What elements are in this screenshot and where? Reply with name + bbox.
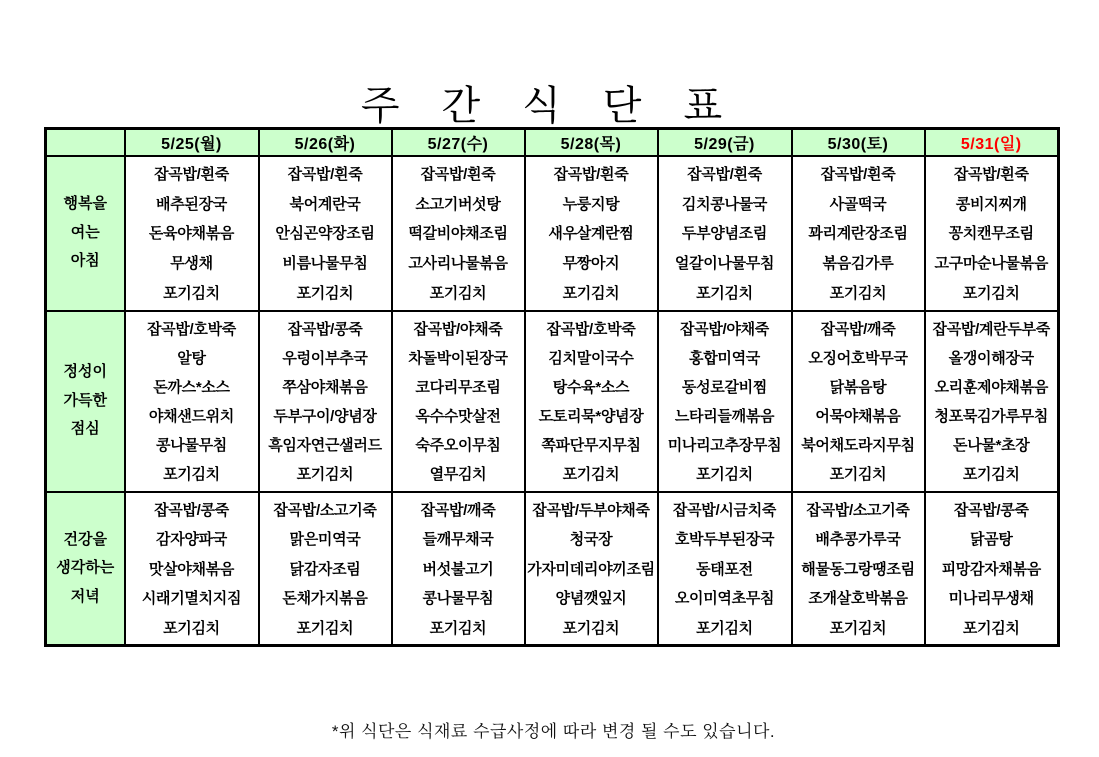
meal-item: 동태포전	[696, 560, 753, 578]
date-header-5: 5/29(금)	[658, 129, 792, 156]
meal-item: 포기김치	[562, 466, 620, 484]
meal-item: 잡곡밥/깨죽	[820, 320, 896, 338]
meal-list	[393, 494, 524, 642]
meal-item: 탕수육*소스	[552, 378, 630, 396]
meal-list	[793, 494, 924, 642]
meal-item: 청포묵김가루무침	[934, 408, 1049, 426]
meal-item: 잡곡밥/콩죽	[953, 501, 1029, 519]
meal-item: 포기김치	[163, 619, 220, 637]
meal-item: 감자양파국	[156, 531, 227, 549]
meal-item: 닭감자조림	[289, 560, 361, 578]
meal-item: 잡곡밥/흰죽	[687, 165, 762, 183]
meal-item: 오이미역초무침	[674, 590, 775, 608]
meal-item: 포기김치	[429, 619, 487, 637]
meal-item: 청국장	[569, 531, 613, 549]
meal-list	[260, 494, 391, 642]
meal-list	[793, 159, 924, 308]
meal-item: 두부양념조림	[681, 225, 768, 243]
dinner-day-2	[259, 492, 392, 646]
date-header-6: 5/30(토)	[792, 129, 925, 156]
meal-item: 잡곡밥/흰죽	[820, 165, 896, 183]
page-title: 주 간 식 단 표	[360, 83, 739, 128]
meal-item: 포기김치	[163, 466, 220, 484]
meal-item: 시래기멸치지짐	[141, 590, 242, 608]
meal-item: 소고기버섯탕	[415, 195, 501, 213]
dinner-day-7	[925, 492, 1059, 646]
meal-item: 포기김치	[696, 619, 753, 637]
meal-item: 미나리고추장무침	[667, 437, 782, 455]
meal-item: 올갱이해장국	[948, 349, 1034, 367]
meal-list	[926, 159, 1058, 308]
meal-item: 포기김치	[696, 285, 753, 303]
meal-item: 포기김치	[829, 285, 887, 303]
meal-list	[926, 314, 1058, 489]
dinner-day-6	[792, 492, 925, 646]
meal-item: 포기김치	[962, 619, 1020, 637]
meal-item: 맑은미역국	[289, 531, 361, 549]
dinner-row	[46, 492, 1059, 646]
row-label-line: 여는	[70, 223, 100, 241]
meal-item: 잡곡밥/야채죽	[413, 320, 503, 338]
meal-item: 느타리들깨볶음	[674, 408, 775, 426]
dinner-day-1	[125, 492, 259, 646]
meal-item: 포기김치	[296, 285, 354, 303]
row-label-line: 아침	[70, 252, 100, 270]
breakfast-day-1	[125, 156, 259, 311]
meal-item: 포기김치	[163, 285, 220, 303]
meal-item: 포기김치	[962, 285, 1020, 303]
date-header-row	[46, 129, 1059, 156]
meal-item: 배추콩가루국	[815, 531, 901, 549]
meal-list	[126, 494, 258, 642]
row-label-line: 가득한	[63, 391, 107, 409]
meal-item: 콩나물무침	[422, 590, 494, 608]
meal-item: 피망감자채볶음	[941, 560, 1041, 578]
meal-list	[126, 159, 258, 308]
lunch-day-5	[658, 311, 792, 492]
meal-list	[393, 159, 524, 308]
meal-item: 꽈리계란장조림	[808, 225, 908, 243]
meal-item: 조개살호박볶음	[808, 590, 908, 608]
dinner-day-4	[525, 492, 658, 646]
date-header-7: 5/31(일)	[925, 129, 1059, 156]
meal-item: 잡곡밥/콩죽	[287, 320, 363, 338]
meal-list	[260, 314, 391, 489]
meal-item: 꽁치캔무조림	[948, 225, 1034, 243]
meal-item: 들깨무채국	[422, 531, 494, 549]
breakfast-day-3	[392, 156, 525, 311]
breakfast-row	[46, 156, 1059, 311]
meal-item: 무생채	[170, 255, 213, 273]
meal-item: 우렁이부추국	[282, 349, 368, 367]
meal-item: 포기김치	[296, 619, 354, 637]
meal-list	[393, 314, 524, 489]
meal-item: 볶음김가루	[822, 255, 894, 273]
meal-item: 포기김치	[696, 466, 753, 484]
meal-item: 맛살야채볶음	[148, 560, 235, 578]
meal-item: 고사리나물볶음	[408, 255, 508, 273]
meal-item: 옥수수맛살전	[415, 408, 501, 426]
meal-item: 포기김치	[296, 466, 354, 484]
meal-item: 비름나물무침	[282, 255, 368, 273]
meal-item: 버섯불고기	[422, 560, 494, 578]
lunch-day-6	[792, 311, 925, 492]
meal-item: 포기김치	[562, 619, 620, 637]
meal-item: 김치콩나물국	[681, 195, 768, 213]
meal-item: 쭈삼야채볶음	[282, 378, 368, 396]
meal-item: 돈채가지볶음	[282, 590, 368, 608]
meal-item: 떡갈비야채조림	[408, 225, 508, 243]
meal-item: 얼갈이나물무침	[674, 255, 775, 273]
lunch-label	[46, 311, 125, 492]
date-header-4: 5/28(목)	[525, 129, 658, 156]
meal-item: 오징어호박무국	[808, 349, 908, 367]
breakfast-day-4	[525, 156, 658, 311]
breakfast-label	[46, 156, 125, 311]
meal-item: 고구마순나물볶음	[934, 255, 1049, 273]
meal-item: 열무김치	[429, 466, 487, 484]
meal-item: 해물동그랑땡조림	[801, 560, 915, 578]
meal-item: 안심곤약장조림	[275, 225, 375, 243]
row-label-line: 저녁	[70, 587, 100, 605]
meal-item: 돈까스*소스	[153, 378, 230, 396]
meal-list	[126, 314, 258, 489]
meal-item: 두부구이/양념장	[273, 408, 377, 426]
meal-item: 동성로갈비찜	[681, 378, 768, 396]
meal-item: 돈육야채볶음	[148, 225, 235, 243]
meal-item: 미나리무생채	[948, 590, 1034, 608]
meal-list	[659, 159, 791, 308]
meal-item: 잡곡밥/야채죽	[679, 320, 769, 338]
meal-item: 어묵야채볶음	[815, 408, 901, 426]
meal-item: 잡곡밥/호박죽	[146, 320, 236, 338]
date-header-2: 5/26(화)	[259, 129, 392, 156]
dinner-label	[46, 492, 125, 646]
meal-item: 흑임자연근샐러드	[268, 437, 382, 455]
meal-item: 포기김치	[829, 619, 887, 637]
meal-item: 돈나물*초장	[953, 437, 1030, 455]
date-header-3: 5/27(수)	[392, 129, 525, 156]
meal-list	[659, 494, 791, 642]
meal-item: 호박두부된장국	[674, 531, 775, 549]
meal-item: 도토리묵*양념장	[538, 408, 644, 426]
footer-note: *위 식단은 식재료 수급사정에 따라 변경 될 수도 있습니다.	[331, 722, 776, 741]
meal-item: 닭곰탕	[969, 531, 1013, 549]
dinner-day-3	[392, 492, 525, 646]
meal-item: 가자미데리야끼조림	[527, 560, 655, 578]
meal-item: 홍합미역국	[689, 349, 760, 367]
meal-item: 잡곡밥/깨죽	[420, 501, 496, 519]
row-label-line: 정성이	[63, 363, 107, 381]
meal-item: 김치말이국수	[548, 349, 634, 367]
breakfast-day-5	[658, 156, 792, 311]
row-label-line: 생각하는	[56, 559, 115, 576]
menu-table-body	[46, 129, 1059, 646]
lunch-row	[46, 311, 1059, 492]
meal-item: 잡곡밥/흰죽	[420, 165, 496, 183]
row-label-line: 건강을	[63, 530, 107, 548]
meal-item: 잡곡밥/흰죽	[154, 165, 229, 183]
breakfast-day-2	[259, 156, 392, 311]
meal-item: 코다리무조림	[415, 378, 501, 396]
row-label-line: 행복을	[63, 195, 107, 213]
meal-item: 포기김치	[962, 466, 1020, 484]
breakfast-day-7	[925, 156, 1059, 311]
lunch-day-2	[259, 311, 392, 492]
meal-item: 양념깻잎지	[555, 590, 627, 608]
menu-table	[44, 127, 1060, 647]
meal-item: 사골떡국	[829, 195, 887, 213]
meal-list	[526, 314, 657, 489]
meal-item: 누룽지탕	[562, 195, 620, 213]
lunch-day-3	[392, 311, 525, 492]
lunch-day-4	[525, 311, 658, 492]
meal-list	[659, 314, 791, 489]
meal-item: 잡곡밥/흰죽	[953, 165, 1029, 183]
meal-item: 새우살계란찜	[548, 225, 634, 243]
meal-item: 무짱아지	[562, 255, 620, 273]
meal-item: 잡곡밥/시금치죽	[672, 501, 777, 519]
meal-item: 쪽파단무지무침	[541, 437, 641, 455]
date-header-1: 5/25(월)	[125, 129, 259, 156]
corner-cell	[46, 129, 125, 156]
meal-item: 오리훈제야채볶음	[934, 378, 1049, 396]
meal-list	[926, 494, 1058, 642]
breakfast-day-6	[792, 156, 925, 311]
meal-list	[526, 494, 657, 642]
meal-list	[526, 159, 657, 308]
meal-item: 잡곡밥/콩죽	[154, 501, 229, 519]
meal-item: 차돌박이된장국	[408, 349, 508, 367]
meal-item: 잡곡밥/두부야채죽	[532, 501, 650, 519]
meal-item: 포기김치	[562, 285, 620, 303]
meal-item: 알탕	[177, 349, 206, 367]
meal-item: 잡곡밥/소고기죽	[806, 501, 910, 519]
lunch-day-1	[125, 311, 259, 492]
meal-item: 콩나물무침	[156, 437, 227, 455]
meal-item: 잡곡밥/소고기죽	[273, 501, 377, 519]
meal-item: 북어채도라지무침	[801, 437, 915, 455]
dinner-day-5	[658, 492, 792, 646]
meal-item: 포기김치	[429, 285, 487, 303]
row-label-line: 점심	[70, 420, 100, 438]
meal-item: 잡곡밥/흰죽	[287, 165, 363, 183]
meal-item: 배추된장국	[156, 195, 227, 213]
lunch-day-7	[925, 311, 1059, 492]
meal-item: 숙주오이무침	[415, 437, 501, 455]
meal-item: 잡곡밥/계란두부죽	[932, 320, 1050, 338]
meal-item: 북어계란국	[289, 195, 361, 213]
meal-item: 콩비지찌개	[955, 195, 1027, 213]
meal-list	[793, 314, 924, 489]
meal-item: 야채샌드위치	[148, 408, 235, 426]
meal-item: 닭볶음탕	[829, 378, 887, 396]
meal-item: 잡곡밥/흰죽	[553, 165, 629, 183]
meal-item: 잡곡밥/호박죽	[546, 320, 636, 338]
meal-item: 포기김치	[829, 466, 887, 484]
meal-list	[260, 159, 391, 308]
